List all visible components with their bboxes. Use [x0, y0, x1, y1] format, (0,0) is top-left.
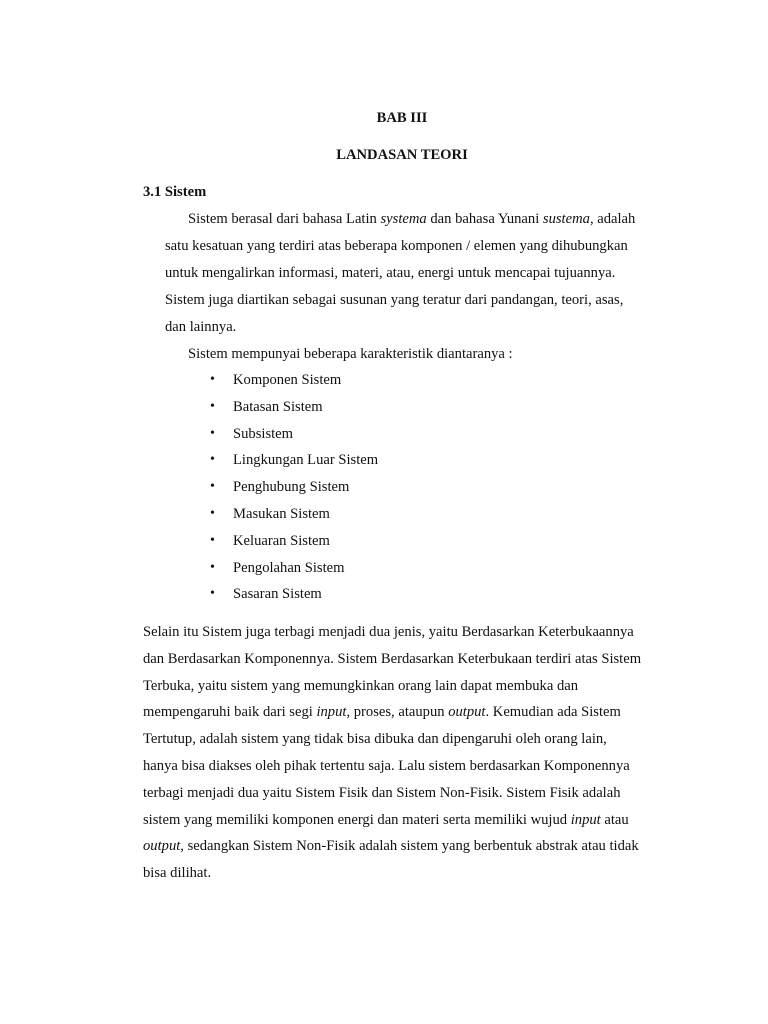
bullet-icon: • [210, 425, 215, 441]
paragraph-definition [165, 206, 665, 341]
bullet-icon: • [210, 452, 215, 468]
list-item-label: Penghubung Sistem [233, 479, 350, 496]
bullet-icon: • [210, 586, 215, 602]
bullet-icon: • [210, 398, 215, 414]
chapter-number: BAB III [376, 110, 428, 126]
bullet-icon: • [210, 479, 215, 495]
paragraph-line: Sistem juga diartikan sebagai susunan yang teratur dari pandangan, teori, asas, [165, 292, 624, 308]
section-heading: 3.1 Sistem [143, 184, 207, 200]
paragraph-line: dan lainnya. [165, 319, 237, 335]
bullet-icon: • [210, 532, 215, 548]
paragraph-line: bisa dilihat. [143, 865, 212, 882]
bullet-icon: • [210, 559, 215, 575]
list-item-label: Subsistem [233, 425, 294, 442]
paragraph-system-types [143, 619, 663, 887]
list-item-label: Lingkungan Luar Sistem [233, 452, 379, 469]
list-item-label: Sasaran Sistem [233, 586, 322, 603]
paragraph-line: Sistem berasal dari bahasa Latin systema dan bahasa Yunani sustema, adalah [188, 211, 636, 227]
list-intro: Sistem mempunyai beberapa karakteristik diantaranya : [188, 346, 513, 362]
list-item-label: Batasan Sistem [233, 398, 323, 415]
paragraph-line: mempengaruhi baik dari segi input, proses, ataupun output. Kemudian ada Sistem [143, 704, 621, 721]
paragraph-line: terbagi menjadi dua yaitu Sistem Fisik dan Sistem Non-Fisik. Sistem Fisik adalah [143, 784, 621, 801]
list-item-label: Masukan Sistem [233, 506, 330, 522]
paragraph-line: Tertutup, adalah sistem yang tidak bisa dibuka dan dipengaruhi oleh orang lain, [143, 731, 607, 748]
list-item-label: Komponen Sistem [233, 372, 342, 388]
paragraph-line: dan Berdasarkan Komponennya. Sistem Berdasarkan Keterbukaan terdiri atas Sistem [143, 650, 642, 667]
paragraph-line: hanya bisa diakses oleh pihak tertentu saja. Lalu sistem berdasarkan Komponennya [143, 757, 630, 774]
bullet-icon: • [210, 372, 215, 387]
paragraph-line: sistem yang memiliki komponen energi dan materi serta memiliki wujud input atau [143, 811, 629, 828]
list-item-label: Keluaran Sistem [233, 532, 330, 549]
chapter-title: LANDASAN TEORI [336, 147, 468, 163]
paragraph-line: output, sedangkan Sistem Non-Fisik adalah sistem yang berbentuk abstrak atau tidak [143, 838, 639, 855]
paragraph-line: untuk mengalirkan informasi, materi, atau, energi untuk mencapai tujuannya. [165, 265, 616, 281]
paragraph-line: Terbuka, yaitu sistem yang memungkinkan orang lain dapat membuka dan [143, 677, 579, 694]
list-item-label: Pengolahan Sistem [233, 559, 345, 576]
paragraph-line: Selain itu Sistem juga terbagi menjadi dua jenis, yaitu Berdasarkan Keterbukaannya [143, 624, 634, 640]
paragraph-line: satu kesatuan yang terdiri atas beberapa komponen / elemen yang dihubungkan [165, 238, 628, 254]
bullet-icon: • [210, 506, 215, 521]
